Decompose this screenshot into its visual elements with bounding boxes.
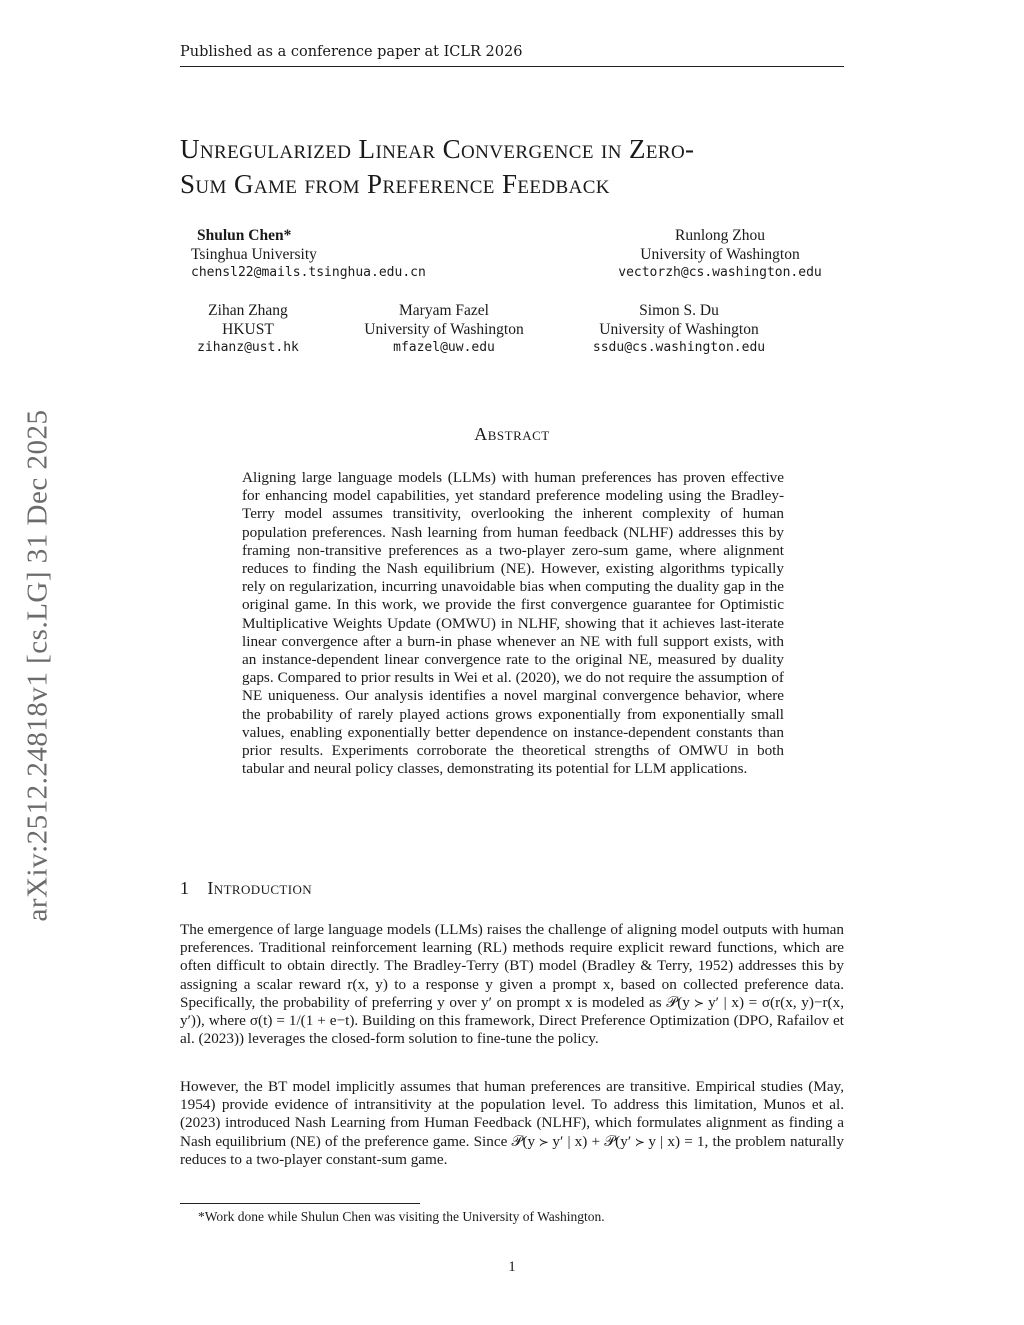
author-name: Simon S. Du [639,302,719,319]
intro-paragraph-2: However, the BT model implicitly assumes that human preferences are transitive. Empirical studies (May, 1954) provide evidence of intransitivity at the population level. To address this limitation, Munos et al. (2023) introduced Nash Learning from Human Feedback (NLHF), which formulates alignment as finding a Nash equilibrium (NE) of the preference game. Since 𝒫(y ≻ y′ | x) + 𝒫(y′ ≻ y | x) = 1, the problem naturally reduces to a two-player constant-sum game. [180,1078,844,1168]
footnote: *Work done while Shulun Chen was visiting the University of Washington. [198,1209,605,1224]
footnote-divider [180,1203,420,1204]
author-affiliation: HKUST [222,320,274,338]
paper-title [180,132,860,202]
abstract-text: Aligning large language models (LLMs) with human preferences has proven effective for enhancing model capabilities, yet standard preference modeling using the Bradley-Terry model assumes transitivity, overlooking the inherent complexity of human population preferences. Nash learning from human feedback (NLHF) addresses this by framing non-transitive preferences as a two-player zero-sum game, where alignment reduces to finding the Nash equilibrium (NE). However, existing algorithms typically rely on regularization, incurring unavoidable bias when computing the duality gap in the original game. In this work, we provide the first convergence guarantee for Optimistic Multiplicative Weights Update (OMWU) in NLHF, showing that it achieves last-iterate linear convergence after a burn-in phase whenever an NE with full support exists, with an instance-dependent linear convergence rate to the original NE, measured by duality gaps. Compared to prior results in Wei et al. (2020), we do not require the assumption of NE uniqueness. Our analysis identifies a novel marginal convergence behavior, where the probability of rarely played actions grows exponentially from exponentially small values, enabling exponentially better dependence on instance-dependent constants than prior results. Experiments corroborate the theoretical strengths of OMWU in both tabular and neural policy classes, demonstrating its potential for LLM applications. [242,469,784,778]
author-email[interactable]: chensl22@mails.tsinghua.edu.cn [191,265,426,280]
author-block [191,227,426,283]
intro-paragraph-1: The emergence of large language models (LLMs) raises the challenge of aligning model outputs with human preferences. Traditional reinforcement learning (RL) methods require explicit reward functions, which are often difficult to obtain directly. The Bradley-Terry (BT) model (Bradley & Terry, 1952) addresses this by assigning a scalar reward r(x, y) to a response y given a prompt x, based on collected preference data. Specifically, the probability of preferring y over y′ on prompt x is modeled as 𝒫(y ≻ y′ | x) = σ(r(x, y)−r(x, y′)), where σ(t) = 1/(1 + e−t). Building on this framework, Direct Preference Optimization (DPO, Rafailov et al. (2023)) leverages the closed-form solution to fine-tune the policy. [180,921,844,1048]
author-name: Zihan Zhang [208,302,288,319]
abstract-heading: Abstract [474,424,550,444]
section-number: 1 [180,878,190,898]
section-heading [180,878,312,899]
author-email[interactable]: ssdu@cs.washington.edu [592,340,766,355]
author-email[interactable]: zihanz@ust.hk [197,340,299,355]
author-affiliation: University of Washington [640,245,800,263]
arxiv-sidebar [8,370,68,960]
author-block [340,302,548,358]
author-email[interactable]: vectorzh@cs.washington.edu [618,265,822,280]
author-email[interactable]: mfazel@uw.edu [393,340,495,355]
author-name: Maryam Fazel [399,302,489,319]
author-affiliation: University of Washington [364,320,524,338]
page-number: 1 [508,1259,516,1275]
running-header: Published as a conference paper at ICLR 2026 [180,44,844,67]
arxiv-identifier: arXiv:2512.24818v1 [cs.LG] 31 Dec 2025 [21,409,54,921]
author-name: Runlong Zhou [675,227,765,244]
author-block [572,302,786,358]
title-line-1: Unregularized Linear Convergence in Zero- [180,134,695,164]
author-block [600,227,840,283]
section-title: Introduction [207,878,313,898]
author-block [180,302,316,358]
author-name: Shulun Chen* [197,227,292,244]
author-affiliation: Tsinghua University [191,245,317,263]
title-line-2: Sum Game from Preference Feedback [180,169,610,199]
author-affiliation: University of Washington [599,320,759,338]
